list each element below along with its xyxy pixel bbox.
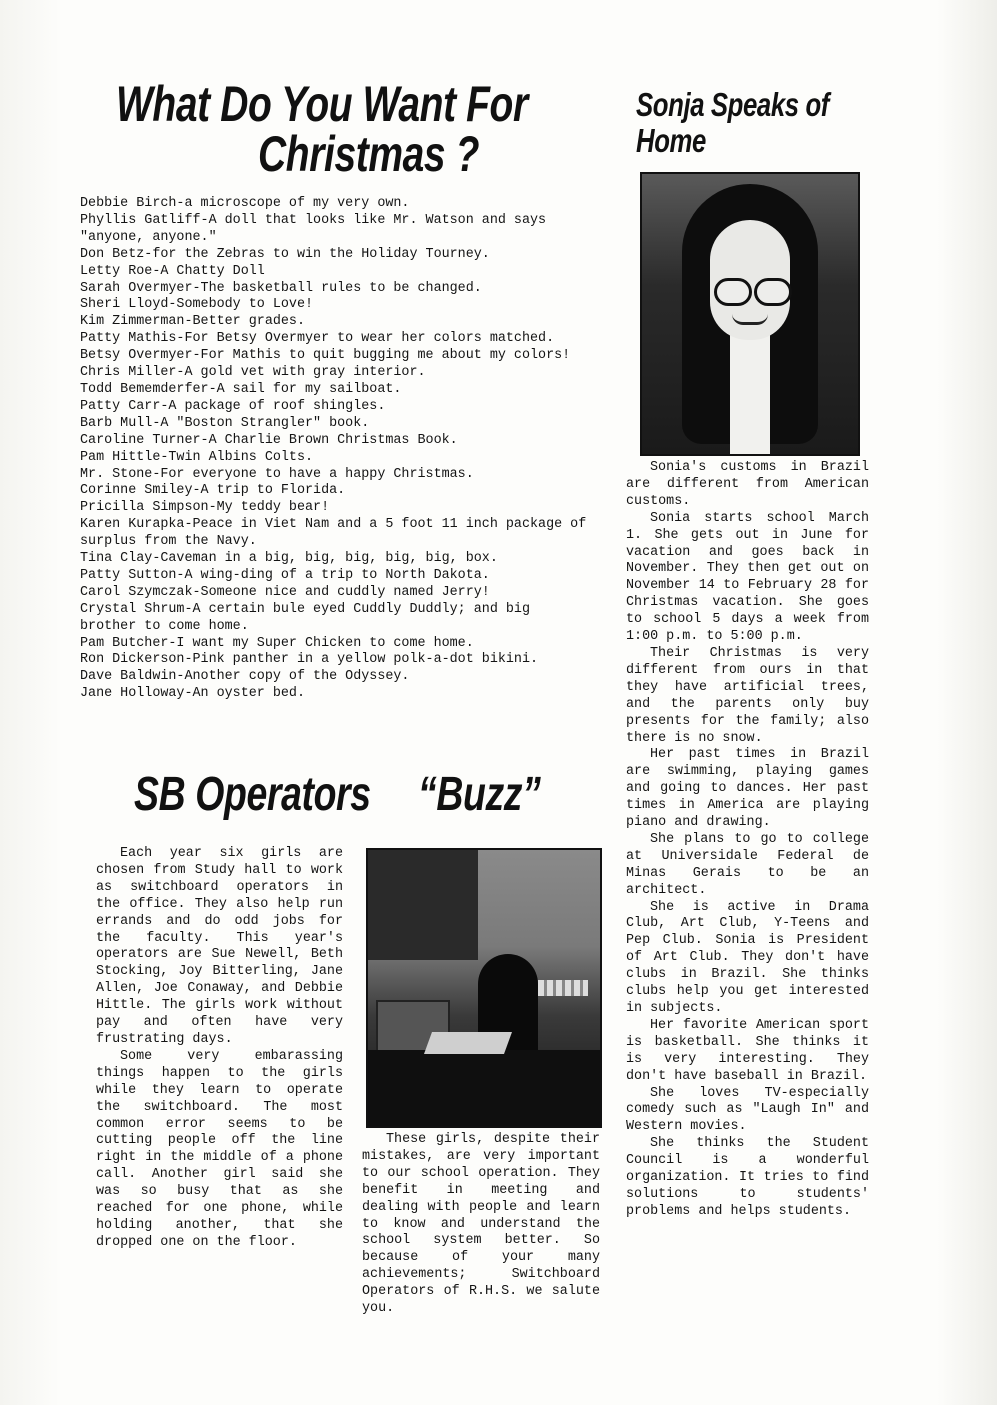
article-paragraph: Sonia's customs in Brazil are different from American customs. xyxy=(626,460,869,509)
article-paragraph: She thinks the Student Council is a wonderful organization. It tries to find solutions to students' problems and helps students. xyxy=(626,1136,869,1219)
christmas-headline-line1: What Do You Want For xyxy=(116,76,528,132)
wish-item: Debbie Birch-a microscope of my very own. xyxy=(80,196,410,211)
wish-item: Patty Carr-A package of roof shingles. xyxy=(80,398,386,414)
photo-neck-shape xyxy=(730,334,770,454)
wish-item: Ron Dickerson-Pink panther in a yellow polk-a-dot bikini. xyxy=(80,652,539,668)
photo-cups-shape xyxy=(538,980,588,996)
article-paragraph: She is active in Drama Club, Art Club, Y-Teens and Pep Club. Sonia is President of Art Club. They don't have clubs in Brazil. She thinks clubs help you get interested in subjects. xyxy=(626,899,869,1016)
article-paragraph: She plans to go to college at Universidale Federal de Minas Gerais to be an architect. xyxy=(626,831,869,898)
wish-item: Letty Roe-A Chatty Doll xyxy=(80,263,265,279)
wish-item: Carol Szymczak-Someone nice and cuddly named Jerry! xyxy=(80,584,490,600)
sb-article-right-column xyxy=(362,1132,600,1318)
wish-item: Phyllis Gatliff-A doll that looks like Mr. Watson and says "anyone, anyone." xyxy=(80,212,547,245)
article-paragraph: She loves TV-especially comedy such as "Laugh In" and Western movies. xyxy=(626,1085,869,1135)
sb-article-left-column xyxy=(96,846,343,1252)
photo-smile-shape xyxy=(732,314,768,325)
switchboard-operator-photo xyxy=(366,848,602,1128)
wish-item: Sheri Lloyd-Somebody to Love! xyxy=(80,297,314,313)
wish-item: Pam Hittle-Twin Albins Colts. xyxy=(80,449,314,465)
wish-item: Corinne Smiley-A trip to Florida. xyxy=(80,483,346,499)
article-paragraph: Sonia starts school March 1. She gets out in June for vacation and goes back in November. They then get out on November 14 to February 28 for Christmas vacation. She goes to school 5 days a week from 1:00 p.m. to 5:00 p.m. xyxy=(626,510,869,645)
wish-item: Pricilla Simpson-My teddy bear! xyxy=(80,500,330,516)
photo-desk-shape xyxy=(368,1050,600,1126)
wish-item: Barb Mull-A "Boston Strangler" book. xyxy=(80,415,370,431)
sonja-article-body xyxy=(626,460,869,1221)
wish-item: Sarah Overmyer-The basketball rules to be changed. xyxy=(80,280,482,296)
glasses-lens-left xyxy=(714,278,752,306)
article-paragraph: Some very embarassing things happen to the girls while they learn to operate the switchboard. The most common error seems to be cutting people off the line right in the middle of a phone call. Another girl said she was so busy that as she reached for one phone, while holding another, that she dropped one on the floor. xyxy=(96,1048,343,1250)
wish-item: Betsy Overmyer-For Mathis to quit bugging me about my colors! xyxy=(80,348,571,364)
glasses-lens-right xyxy=(754,278,792,306)
christmas-headline-line2: Christmas ? xyxy=(258,126,480,182)
wish-item: Kim Zimmerman-Better grades. xyxy=(80,314,305,330)
photo-window-shape xyxy=(368,850,478,960)
article-paragraph: Her favorite American sport is basketball. She thinks it is very interesting. They don't have baseball in Brazil. xyxy=(626,1017,869,1084)
wish-item: Patty Mathis-For Betsy Overmyer to wear her colors matched. xyxy=(80,331,555,347)
christmas-wish-list xyxy=(80,196,590,703)
wish-item: Caroline Turner-A Charlie Brown Christmas Book. xyxy=(80,432,458,448)
article-paragraph: These girls, despite their mistakes, are very important to our school operation. They benefit in meeting and dealing with people and learn to know and understand the school system better. So because of your many achievements; Switchboard Operators of R.H.S. we salute you. xyxy=(362,1132,600,1317)
wish-item: Mr. Stone-For everyone to have a happy Christmas. xyxy=(80,466,474,482)
sb-operators-headline: SB Operators xyxy=(134,768,371,821)
wish-item: Dave Baldwin-Another copy of the Odyssey. xyxy=(80,669,410,685)
photo-paper-shape xyxy=(424,1032,512,1054)
wish-item: Patty Sutton-A wing-ding of a trip to North Dakota. xyxy=(80,567,490,583)
article-paragraph: Her past times in Brazil are swimming, playing games and going to dances. Her past times in America are playing piano and drawing. xyxy=(626,747,869,831)
wish-item: Chris Miller-A gold vet with gray interior. xyxy=(80,365,426,381)
wish-item: Jane Holloway-An oyster bed. xyxy=(80,686,305,702)
wish-item: Don Betz-for the Zebras to win the Holiday Tourney. xyxy=(80,246,490,262)
sonja-headline-line2: Home xyxy=(636,122,706,159)
article-paragraph: Their Christmas is very different from ours in that they have artificial trees, and the parents only buy presents for the family; also there is no snow. xyxy=(626,645,869,746)
article-paragraph: Each year six girls are chosen from Study hall to work as switchboard operators in the office. They also help run errands and do odd jobs for the faculty. This year's operators are Sue Newell, Beth Stocking, Joy Bitterling, Jane Allen, Joe Conaway, and Debbie Hittle. The girls work without pay and often have very frustrating days. xyxy=(96,846,343,1047)
wish-item: Tina Clay-Caveman in a big, big, big, big, big, box. xyxy=(80,551,498,567)
wish-item: Todd Bememderfer-A sail for my sailboat. xyxy=(80,381,402,397)
wish-item: Crystal Shrum-A certain bule eyed Cuddly Duddly; and big brother to come home. xyxy=(80,601,530,634)
buzz-headline: “Buzz” xyxy=(418,768,541,821)
sonja-portrait-photo xyxy=(640,172,860,456)
wish-item: Karen Kurapka-Peace in Viet Nam and a 5 foot 11 inch package of surplus from the Navy. xyxy=(80,517,587,550)
wish-item: Pam Butcher-I want my Super Chicken to come home. xyxy=(80,635,474,651)
sonja-headline-line1: Sonja Speaks of xyxy=(636,86,829,123)
